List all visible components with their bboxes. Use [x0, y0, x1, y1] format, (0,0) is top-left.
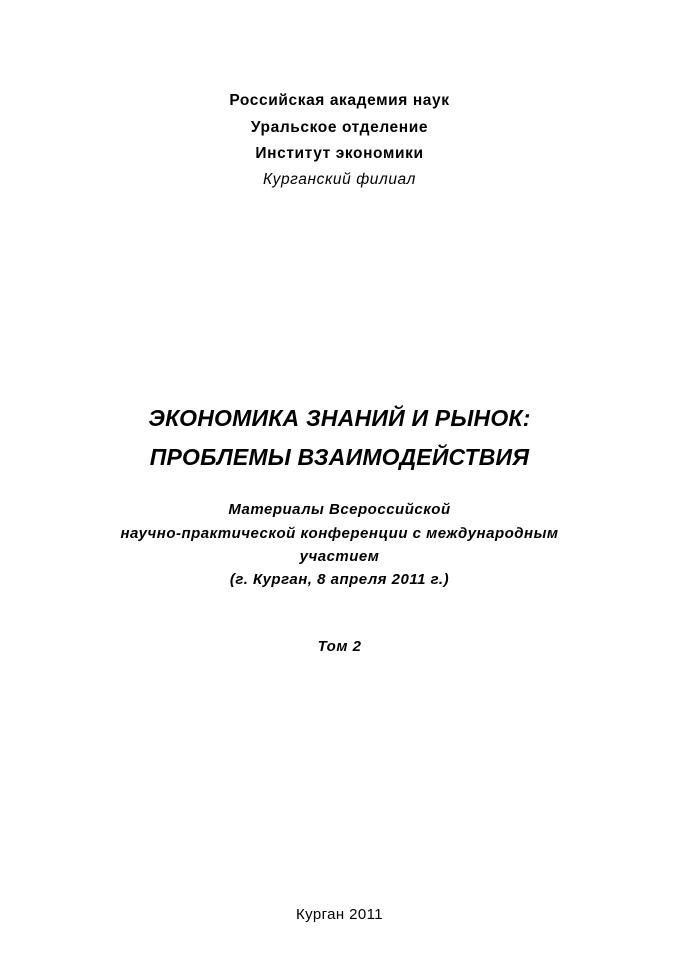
subtitle-line-3: участием — [299, 548, 380, 565]
subtitle-line-2: научно-практической конференции с международным — [120, 525, 559, 542]
conference-date-place: (г. Курган, 8 апреля 2011 г.) — [229, 571, 450, 588]
division-name: Уральское отделение — [250, 119, 429, 136]
subtitle-line-1: Материалы Всероссийской — [228, 501, 451, 518]
imprint-place-year: Курган 2011 — [295, 906, 383, 923]
book-title-line-2: ПРОБЛЕМЫ ВЗАИМОДЕЙСТВИЯ — [149, 444, 530, 470]
institute-name: Институт экономики — [255, 145, 424, 162]
academy-name: Российская академия наук — [229, 92, 450, 109]
volume-number: Том 2 — [317, 638, 362, 655]
book-title-line-1: ЭКОНОМИКА ЗНАНИЙ И РЫНОК: — [148, 405, 531, 431]
branch-name: Курганский филиал — [263, 171, 416, 188]
